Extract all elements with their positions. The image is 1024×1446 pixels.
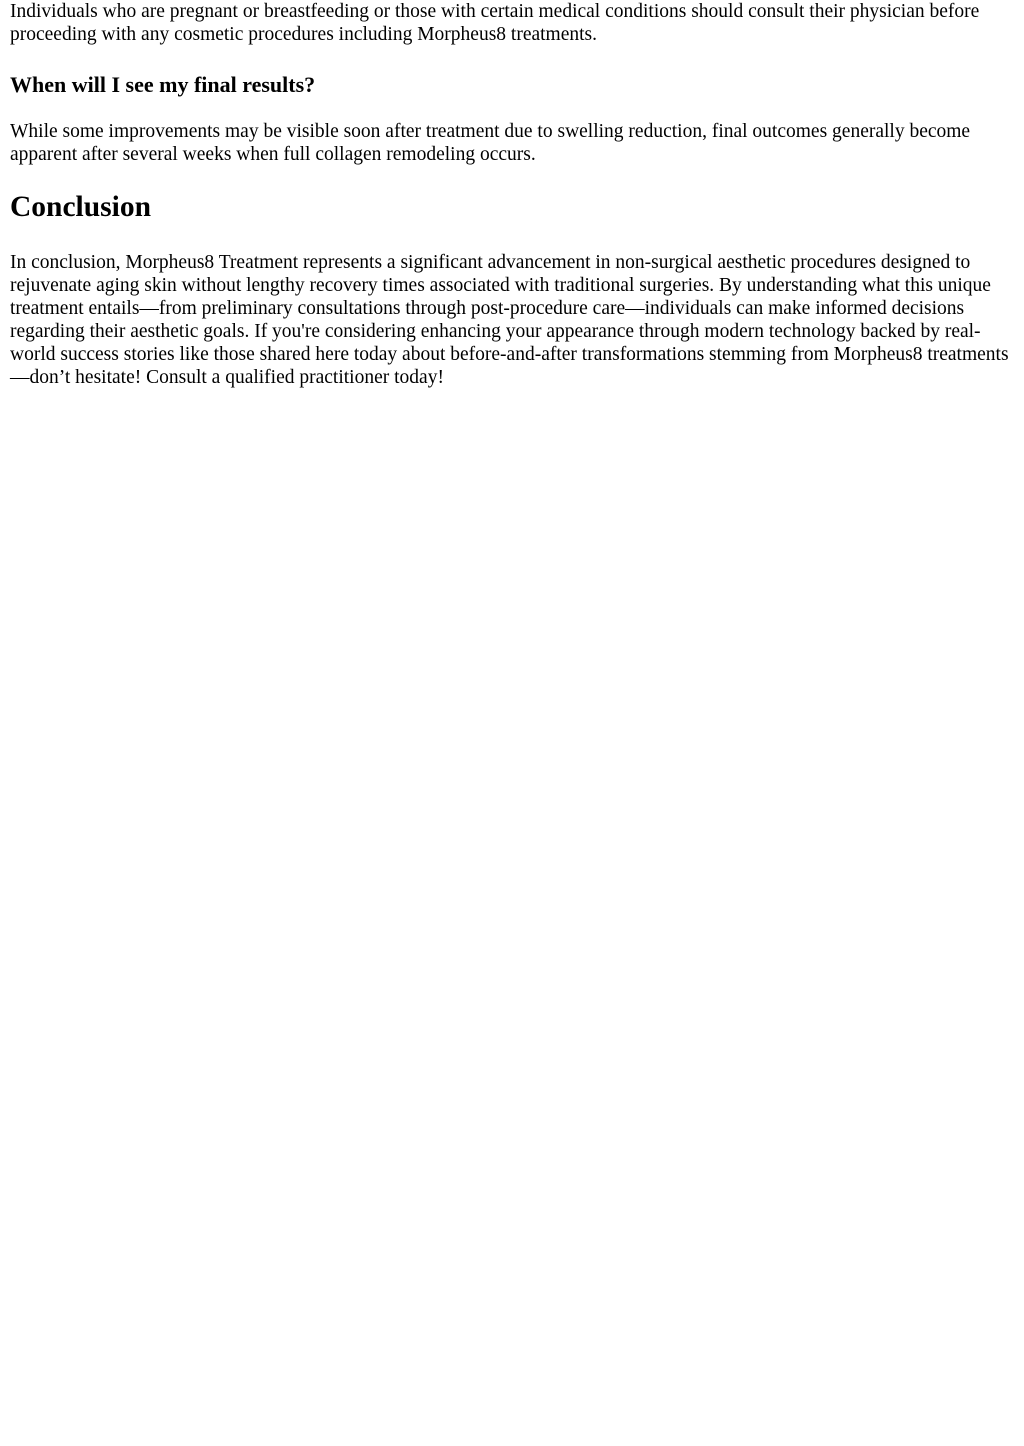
faq-answer-paragraph: While some improvements may be visible soon after treatment due to swelling reduction, final outcomes generally become apparent after several weeks when full collagen remodeling occurs. bbox=[10, 121, 971, 165]
faq-question-heading: When will I see my final results? bbox=[10, 72, 316, 97]
intro-paragraph: Individuals who are pregnant or breastfeeding or those with certain medical conditions should consult their physician before proceeding with any cosmetic procedures including Morpheus8 treatments. bbox=[10, 1, 980, 45]
conclusion-heading: Conclusion bbox=[10, 191, 151, 223]
conclusion-paragraph: In conclusion, Morpheus8 Treatment represents a significant advancement in non-surgical aesthetic procedures designed to rejuvenate aging skin without lengthy recovery times associated with traditional surgeries. By understanding what this unique treatment entails—from preliminary consultations through post-procedure care—individuals can make informed decisions regarding their aesthetic goals. If you're considering enhancing your appearance through modern technology backed by real-world success stories like those shared here today about before-and-after transformations stemming from Morpheus8 treatments—don’t hesitate! Consult a qualified practitioner today! bbox=[10, 252, 1009, 388]
article-content bbox=[0, 0, 1024, 389]
